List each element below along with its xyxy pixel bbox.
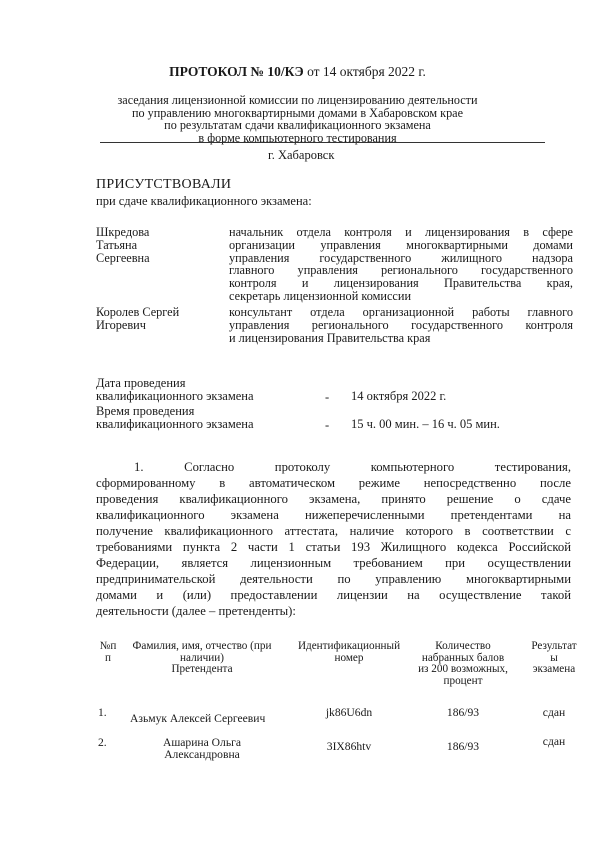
member-name-line: Татьяна (96, 237, 138, 252)
header-name (122, 641, 282, 676)
header-line: из 200 возможных, (418, 663, 508, 675)
attendance-heading: ПРИСУТСТВОВАЛИ (96, 177, 232, 192)
header-line: Фамилия, имя, отчество (при (132, 640, 272, 652)
protocol-subtitle (60, 94, 535, 144)
exam-date-label (96, 377, 254, 403)
attendance-subheading: при сдаче квалификационного экзамена: (96, 194, 312, 208)
paragraph-line: домами и (или) предоставлении лицензии на осуществление такой (96, 588, 571, 603)
member-name (96, 306, 179, 332)
paragraph-line: 1. Согласно протоколу компьютерного тестирования, (134, 460, 571, 474)
decision-paragraph (96, 459, 571, 619)
label-line: квалификационного экзамена (96, 389, 254, 403)
paragraph-line: проведения квалификационного экзамена, принято решение о сдаче (96, 492, 571, 507)
row-result: сдан (542, 706, 566, 719)
row-name: Азьмук Алексей Сергеевич (130, 712, 266, 725)
paragraph-line: получение квалификационного аттестата, наличие которого в соответствии с (96, 524, 571, 539)
paragraph-line: требованиями пункта 2 части 1 статьи 193 Жилищного кодекса Российской (96, 540, 571, 555)
header-line: процент (443, 674, 483, 687)
header-line: набранных балов (421, 651, 505, 664)
paragraph-line: предпринимательской деятельности по управлению многоквартирными (96, 572, 571, 587)
subtitle-line: заседания лицензионной комиссии по лицензированию деятельности (117, 93, 478, 107)
position-line: начальник отдела контроля и лицензирования в сфере (229, 225, 573, 239)
header-line: номер (334, 651, 364, 664)
paragraph-line: деятельности (далее – претенденты): (96, 604, 296, 619)
header-score (408, 641, 518, 687)
label-line: квалификационного экзамена (96, 417, 254, 431)
row-name-line: Александровна (164, 748, 240, 761)
header-line: Идентификационный (297, 640, 401, 652)
position-line: и лицензирования Правительства края (229, 330, 431, 345)
row-number: 2. (98, 736, 107, 749)
row-score: 186/93 (446, 740, 480, 753)
exam-date-value: 14 октября 2022 г. (351, 389, 447, 403)
header-line: Количество (435, 640, 491, 652)
dash: - (325, 418, 330, 432)
dash: - (325, 390, 330, 404)
header-line: экзамена (532, 663, 576, 675)
city: г. Хабаровск (268, 148, 335, 162)
member-name-line: Сергеевна (96, 250, 150, 265)
protocol-date: от 14 октября 2022 г. (303, 64, 426, 79)
position-line: главного управления регионального государственного (229, 263, 573, 278)
row-number: 1. (98, 706, 107, 719)
row-name-line: Ашарина Ольга (162, 736, 242, 749)
position-line: консультант отдела организационной работы главного (229, 305, 573, 319)
paragraph-line: квалификационного экзамена нижеперечисленными претендентами на (96, 508, 571, 523)
row-name (122, 737, 282, 761)
header-id (286, 641, 412, 664)
header-line: Результат (531, 640, 577, 652)
header-result (524, 641, 584, 676)
member-name (96, 226, 150, 264)
header-number (96, 641, 120, 664)
position-line: контроля и лицензирования Правительства края, (229, 276, 573, 291)
subtitle-line: по управлению многоквартирными домами в Хабаровском крае (131, 105, 463, 120)
exam-time-value: 15 ч. 00 мин. – 16 ч. 05 мин. (351, 417, 500, 431)
header-line: ы (550, 651, 558, 664)
paragraph-line: сформированному в автоматическом режиме непосредственно после (96, 476, 571, 491)
row-id: 3IX86htv (326, 740, 372, 753)
header-line: наличии) (180, 651, 224, 664)
subtitle-line: в форме компьютерного тестирования (198, 130, 397, 145)
position-line: организации управления многоквартирными домами (229, 237, 573, 252)
position-line: секретарь лицензионной комиссии (229, 288, 412, 303)
label-line: Время проведения (96, 404, 195, 418)
member-name-line: Королев Сергей (96, 305, 180, 319)
divider (100, 142, 545, 143)
header-line: Претендента (171, 663, 233, 675)
label-line: Дата проведения (96, 376, 186, 390)
header-line: №п (99, 640, 117, 652)
header-line: п (105, 651, 111, 664)
protocol-number: ПРОТОКОЛ № 10/КЭ (169, 64, 304, 79)
row-result: сдан (542, 735, 566, 748)
member-name-line: Игоревич (96, 317, 146, 332)
row-id: jk86U6dn (325, 706, 373, 719)
member-position (229, 306, 573, 344)
member-position (229, 226, 573, 303)
member-name-line: Шкредова (96, 225, 150, 239)
position-line: управления государственного жилищного надзора (229, 250, 573, 265)
protocol-title (0, 64, 595, 80)
exam-time-label (96, 405, 254, 431)
position-line: управления регионального государственного контроля (229, 317, 573, 332)
subtitle-line: по результатам сдачи квалификационного экзамена (164, 118, 431, 132)
row-score: 186/93 (446, 706, 480, 719)
paragraph-line: Федерации, является лицензионным требованием при осуществлении (96, 556, 571, 571)
